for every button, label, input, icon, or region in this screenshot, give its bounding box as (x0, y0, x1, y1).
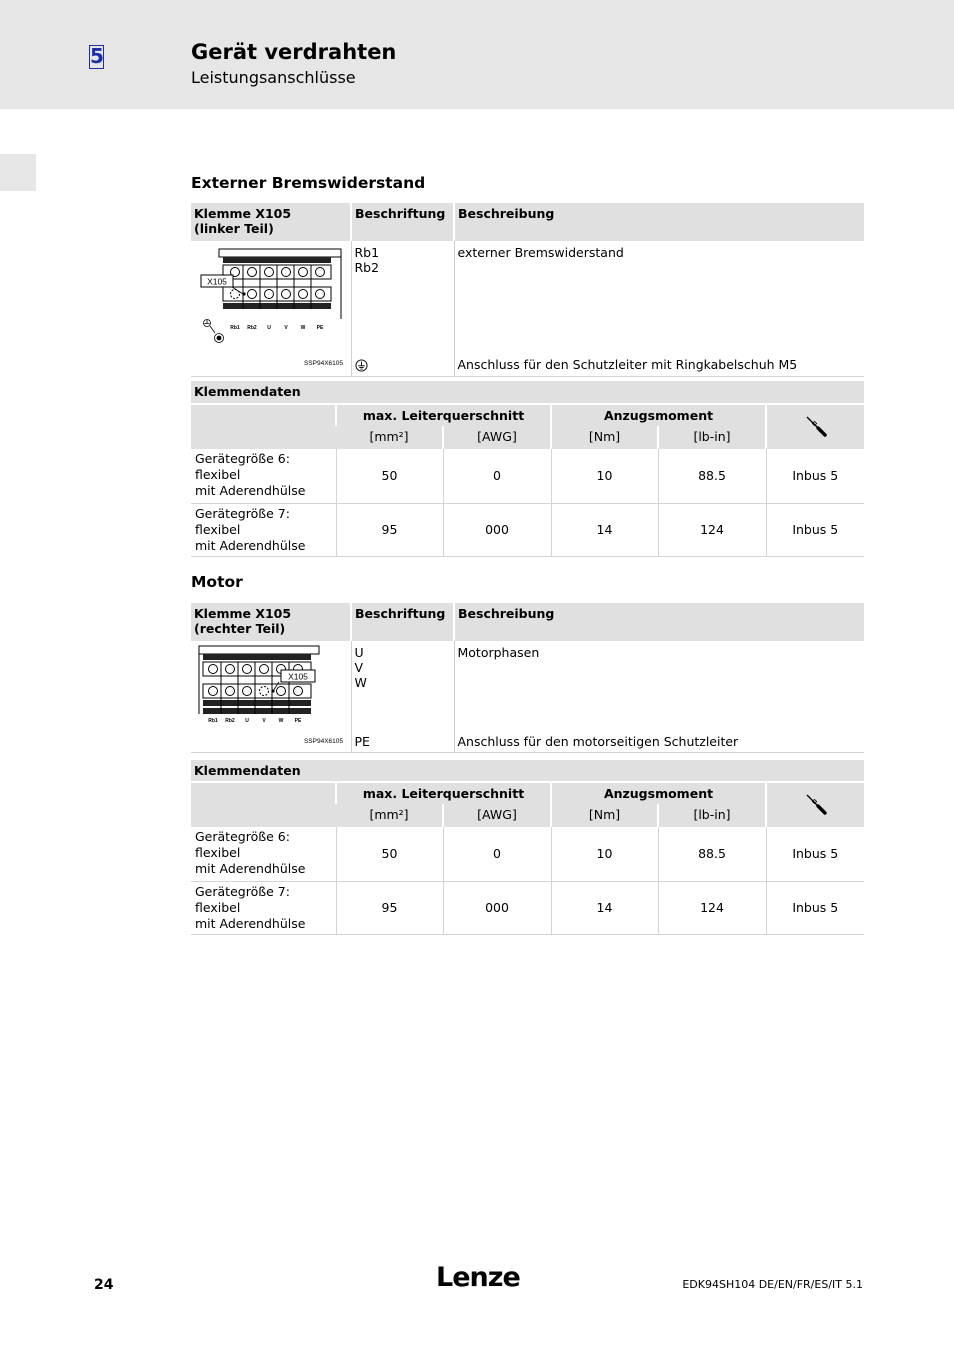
col-header-label: Beschriftung (351, 603, 454, 641)
terminal-label-w: W (300, 325, 306, 331)
table-row: Gerätegröße 6: flexibel mit Aderendhülse 50 0 10 88.5 Inbus 5 (191, 449, 864, 503)
terminal-label-rb1: Rb1 (230, 325, 240, 331)
label-cell: U V W PE (351, 641, 454, 753)
chapter-number: 5 (90, 44, 104, 68)
figure-code-left: SSP94X6105 (303, 360, 343, 367)
unit-lbin: [lb-in] (658, 804, 766, 827)
terminal-label-rb2: Rb2 (247, 325, 257, 331)
side-tab-marker (0, 154, 36, 191)
terminal-table-motor (191, 603, 864, 753)
table-row: Gerätegröße 6: flexibel mit Aderendhülse 50 0 10 88.5 Inbus 5 (191, 827, 864, 881)
col-header-description: Beschreibung (454, 603, 864, 641)
section-title-brake: Externer Bremswiderstand (191, 174, 426, 192)
protective-earth-icon (355, 359, 368, 372)
tool-header-cell (766, 405, 864, 449)
lenze-logo: Lenze (436, 1262, 520, 1293)
terminal-label-u: U (267, 325, 271, 331)
terminal-figure-cell (191, 641, 351, 753)
unit-mm2: [mm²] (336, 426, 443, 449)
terminal-label-v: V (262, 718, 266, 724)
unit-awg: [AWG] (443, 804, 551, 827)
klemmendaten-title: Klemmendaten (191, 381, 864, 403)
screwdriver-icon (804, 792, 828, 816)
unit-nm: [Nm] (551, 804, 658, 827)
terminal-label-pe: PE (316, 325, 324, 331)
terminal-label-pe: PE (294, 718, 302, 724)
terminal-block-figure-left (193, 245, 348, 369)
group-header-cross-section: max. Leiterquerschnitt (336, 783, 551, 804)
figure-label-x105-left: X105 (207, 276, 227, 287)
terminal-label-u: U (245, 718, 249, 724)
klemmendaten-table-motor (191, 760, 864, 935)
col-header-terminal: Klemme X105 (linker Teil) (191, 203, 351, 241)
page-subtitle: Leistungsanschlüsse (191, 68, 356, 87)
group-header-cross-section: max. Leiterquerschnitt (336, 405, 551, 426)
col-header-terminal: Klemme X105 (rechter Teil) (191, 603, 351, 641)
header-band (0, 0, 954, 109)
col-header-label: Beschriftung (351, 203, 454, 241)
terminal-figure-cell (191, 241, 351, 377)
unit-mm2: [mm²] (336, 804, 443, 827)
group-header-torque: Anzugsmoment (551, 783, 766, 804)
description-cell: Motorphasen Anschluss für den motorseitigen Schutzleiter (454, 641, 864, 753)
figure-label-x105-right: X105 (288, 671, 308, 682)
figure-code-right: SSP94X6105 (303, 738, 343, 745)
tool-header-cell (766, 783, 864, 827)
terminal-label-rb1: Rb1 (208, 718, 218, 724)
section-title-motor: Motor (191, 573, 243, 591)
unit-awg: [AWG] (443, 426, 551, 449)
terminal-label-v: V (284, 325, 288, 331)
terminal-block-figure-right (193, 644, 348, 746)
klemmendaten-title: Klemmendaten (191, 760, 864, 781)
ground-icon (204, 320, 224, 343)
page-title: Gerät verdrahten (191, 40, 397, 64)
unit-lbin: [lb-in] (658, 426, 766, 449)
unit-nm: [Nm] (551, 426, 658, 449)
col-header-description: Beschreibung (454, 203, 864, 241)
page-number: 24 (94, 1277, 114, 1293)
table-row: Gerätegröße 7: flexibel mit Aderendhülse 95 000 14 124 Inbus 5 (191, 503, 864, 556)
terminal-label-rb2: Rb2 (225, 718, 235, 724)
terminal-table-brake (191, 203, 864, 377)
table-row: Gerätegröße 7: flexibel mit Aderendhülse 95 000 14 124 Inbus 5 (191, 881, 864, 934)
description-cell: externer Bremswiderstand Anschluss für den Schutzleiter mit Ringkabelschuh M5 (454, 241, 864, 377)
klemmendaten-table-brake (191, 381, 864, 557)
group-header-torque: Anzugsmoment (551, 405, 766, 426)
screwdriver-icon (804, 414, 828, 438)
label-cell: Rb1 Rb2 (351, 241, 454, 377)
terminal-label-w: W (278, 718, 284, 724)
document-code: EDK94SH104 DE/EN/FR/ES/IT 5.1 (682, 1278, 863, 1291)
